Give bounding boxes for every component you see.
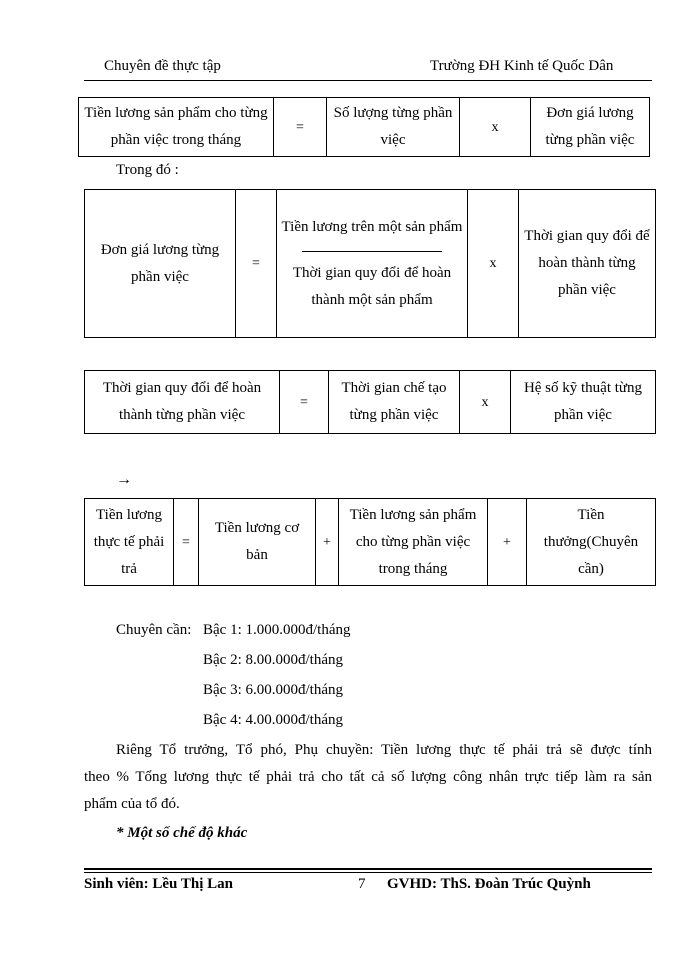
header-left: Chuyên đề thực tập bbox=[104, 58, 221, 74]
formula4-equals: = bbox=[174, 499, 199, 586]
formula1-term-a: Số lượng từng phần việc bbox=[327, 98, 460, 157]
paragraph-line-3: phẩm của tổ đó. bbox=[84, 796, 180, 812]
formula2-fraction bbox=[277, 190, 468, 338]
arrow-symbol: → bbox=[116, 471, 132, 488]
chuyen-can-label: Chuyên cần: bbox=[116, 622, 192, 638]
formula2-rhs: Thời gian quy đổi để hoàn thành từng phần việc bbox=[519, 190, 656, 338]
formula4-term-c: Tiền thưởng(Chuyên cần) bbox=[527, 499, 656, 586]
formula4-lhs: Tiền lương thực tế phải trả bbox=[85, 499, 174, 586]
formula1-times: x bbox=[460, 98, 531, 157]
formula2-equals: = bbox=[236, 190, 277, 338]
footer-rule-thin bbox=[84, 872, 652, 873]
chuyen-can-level-2: Bậc 2: 8.00.000đ/tháng bbox=[203, 652, 343, 668]
formula4-term-a: Tiền lương cơ bản bbox=[199, 499, 316, 586]
formula4-plus-1: + bbox=[316, 499, 339, 586]
paragraph-line-2: theo % Tổng lương thực tế phải trả cho tất cả số lượng công nhân trực tiếp làm ra sản bbox=[84, 769, 652, 785]
fraction-bar bbox=[302, 251, 442, 252]
formula3-equals: = bbox=[280, 371, 329, 434]
footer-rule-thick bbox=[84, 868, 652, 870]
formula3-lhs: Thời gian quy đổi để hoàn thành từng phần việc bbox=[85, 371, 280, 434]
trong-do-label: Trong đó : bbox=[116, 162, 179, 178]
formula3-term-a: Thời gian chế tạo từng phần việc bbox=[329, 371, 460, 434]
formula4-term-b: Tiền lương sản phẩm cho từng phần việc trong tháng bbox=[339, 499, 488, 586]
formula1-term-b: Đơn giá lương từng phần việc bbox=[531, 98, 650, 157]
formula1-lhs: Tiền lương sản phẩm cho từng phần việc trong tháng bbox=[79, 98, 274, 157]
formula3-term-b: Hệ số kỹ thuật từng phần việc bbox=[511, 371, 656, 434]
formula-unit-price bbox=[84, 189, 656, 338]
formula2-lhs: Đơn giá lương từng phần việc bbox=[85, 190, 236, 338]
footer-student: Sinh viên: Lều Thị Lan bbox=[84, 876, 233, 892]
page-number: 7 bbox=[358, 876, 366, 892]
formula1-equals: = bbox=[274, 98, 327, 157]
chuyen-can-level-3: Bậc 3: 6.00.000đ/tháng bbox=[203, 682, 343, 698]
formula-converted-time bbox=[84, 370, 656, 434]
formula2-denominator: Thời gian quy đổi để hoàn thành một sản phẩm bbox=[292, 264, 452, 308]
paragraph-line-1: Riêng Tổ trưởng, Tổ phó, Phụ chuyền: Tiền lương thực tế phải trả sẽ được tính bbox=[116, 742, 652, 758]
header-rule bbox=[84, 80, 652, 81]
formula3-times: x bbox=[460, 371, 511, 434]
formula4-plus-2: + bbox=[488, 499, 527, 586]
formula-actual-wage bbox=[84, 498, 656, 586]
section-heading: * Một số chế độ khác bbox=[116, 825, 248, 841]
formula-wage-per-task bbox=[78, 97, 650, 157]
formula2-times: x bbox=[468, 190, 519, 338]
chuyen-can-level-1: Bậc 1: 1.000.000đ/tháng bbox=[203, 622, 351, 638]
header-right: Trường ĐH Kinh tế Quốc Dân bbox=[430, 58, 614, 74]
footer-advisor: GVHD: ThS. Đoàn Trúc Quỳnh bbox=[387, 876, 591, 892]
formula2-numerator: Tiền lương trên một sản phẩm bbox=[281, 218, 463, 235]
chuyen-can-level-4: Bậc 4: 4.00.000đ/tháng bbox=[203, 712, 343, 728]
